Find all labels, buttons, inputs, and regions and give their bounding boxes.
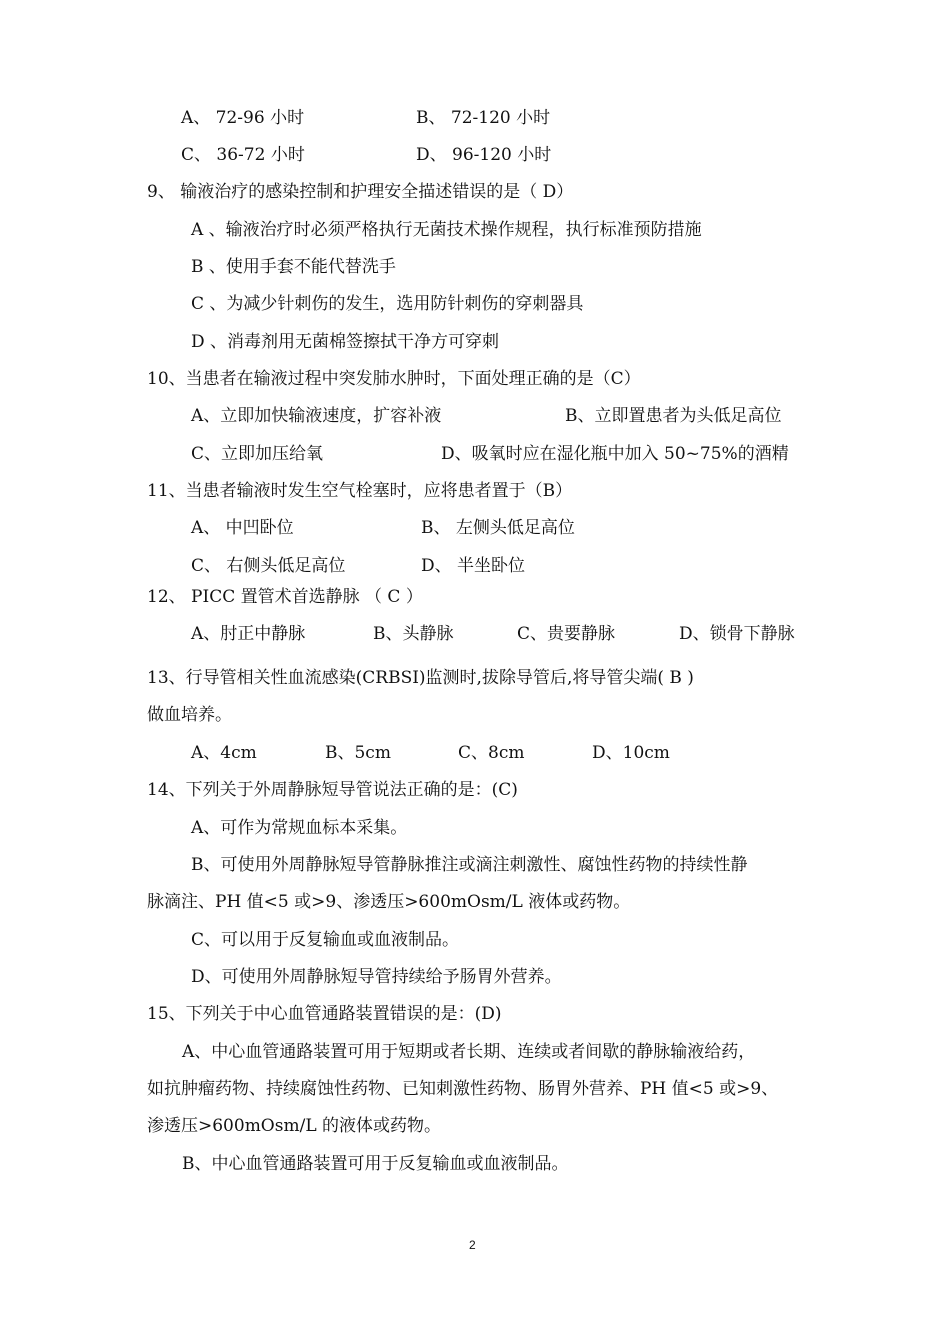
q11-option-c: C、 右侧头低足高位 [191, 556, 346, 576]
q10-option-a: A、立即加快输液速度，扩容补液 [191, 406, 442, 426]
q12-stem: 12、 PICC 置管术首选静脉 （ C ） [147, 587, 423, 607]
q13-stem-continued: 做血培养。 [147, 705, 232, 725]
q14-stem: 14、下列关于外周静脉短导管说法正确的是：(C) [147, 780, 518, 800]
q10-option-b: B、立即置患者为头低足高位 [565, 406, 782, 426]
q11-stem: 11、当患者输液时发生空气栓塞时，应将患者置于（B） [147, 481, 573, 501]
q13-option-a: A、4cm [191, 743, 257, 763]
q14-option-b-line1: B、可使用外周静脉短导管静脉推注或滴注刺激性、腐蚀性药物的持续性静 [191, 855, 748, 875]
q11-option-d: D、 半坐卧位 [421, 556, 526, 576]
q10-option-c: C、立即加压给氧 [191, 444, 324, 464]
q11-option-b: B、 左侧头低足高位 [421, 518, 575, 538]
q12-option-b: B、头静脉 [373, 624, 454, 644]
page-number: 2 [469, 1238, 476, 1252]
q8-option-b: B、 72-120 小时 [416, 108, 551, 128]
q9-option-d: D 、消毒剂用无菌棉签擦拭干净方可穿刺 [191, 332, 500, 352]
q13-option-c: C、8cm [458, 743, 525, 763]
q8-option-c: C、 36-72 小时 [181, 145, 305, 165]
q8-option-a: A、 72-96 小时 [181, 108, 305, 128]
q15-option-a-line3: 渗透压>600mOsm/L 的液体或药物。 [147, 1116, 442, 1136]
q12-option-d: D、锁骨下静脉 [679, 624, 795, 644]
q9-option-c: C 、为减少针刺伤的发生，选用防针刺伤的穿刺器具 [191, 294, 584, 314]
q14-option-b-line2: 脉滴注、PH 值<5 或>9、渗透压>600mOsm/L 液体或药物。 [147, 892, 631, 912]
q15-stem: 15、下列关于中心血管通路装置错误的是：(D) [147, 1004, 502, 1024]
q12-option-c: C、贵要静脉 [517, 624, 616, 644]
q13-stem: 13、行导管相关性血流感染(CRBSI)监测时,拔除导管后,将导管尖端( B ) [147, 668, 694, 688]
q10-stem: 10、当患者在输液过程中突发肺水肿时，下面处理正确的是（C） [147, 369, 641, 389]
q10-option-d: D、吸氧时应在湿化瓶中加入 50~75%的酒精 [441, 444, 789, 464]
q11-option-a: A、 中凹卧位 [191, 518, 294, 538]
q15-option-a-line1: A、中心血管通路装置可用于短期或者长期、连续或者间歇的静脉输液给药， [182, 1042, 756, 1062]
q12-option-a: A、肘正中静脉 [191, 624, 306, 644]
q9-option-a: A 、输液治疗时必须严格执行无菌技术操作规程，执行标准预防措施 [191, 220, 702, 240]
q8-option-d: D、 96-120 小时 [416, 145, 552, 165]
q14-option-d: D、可使用外周静脉短导管持续给予肠胃外营养。 [191, 967, 562, 987]
q14-option-a: A、可作为常规血标本采集。 [191, 818, 408, 838]
q13-option-d: D、10cm [592, 743, 670, 763]
q13-option-b: B、5cm [325, 743, 391, 763]
q15-option-b: B、中心血管通路装置可用于反复输血或血液制品。 [182, 1154, 569, 1174]
q9-option-b: B 、使用手套不能代替洗手 [191, 257, 396, 277]
q14-option-c: C、可以用于反复输血或血液制品。 [191, 930, 460, 950]
q15-option-a-line2: 如抗肿瘤药物、持续腐蚀性药物、已知刺激性药物、肠胃外营养、PH 值<5 或>9、 [147, 1079, 779, 1099]
q9-stem: 9、 输液治疗的感染控制和护理安全描述错误的是（ D） [147, 182, 574, 202]
